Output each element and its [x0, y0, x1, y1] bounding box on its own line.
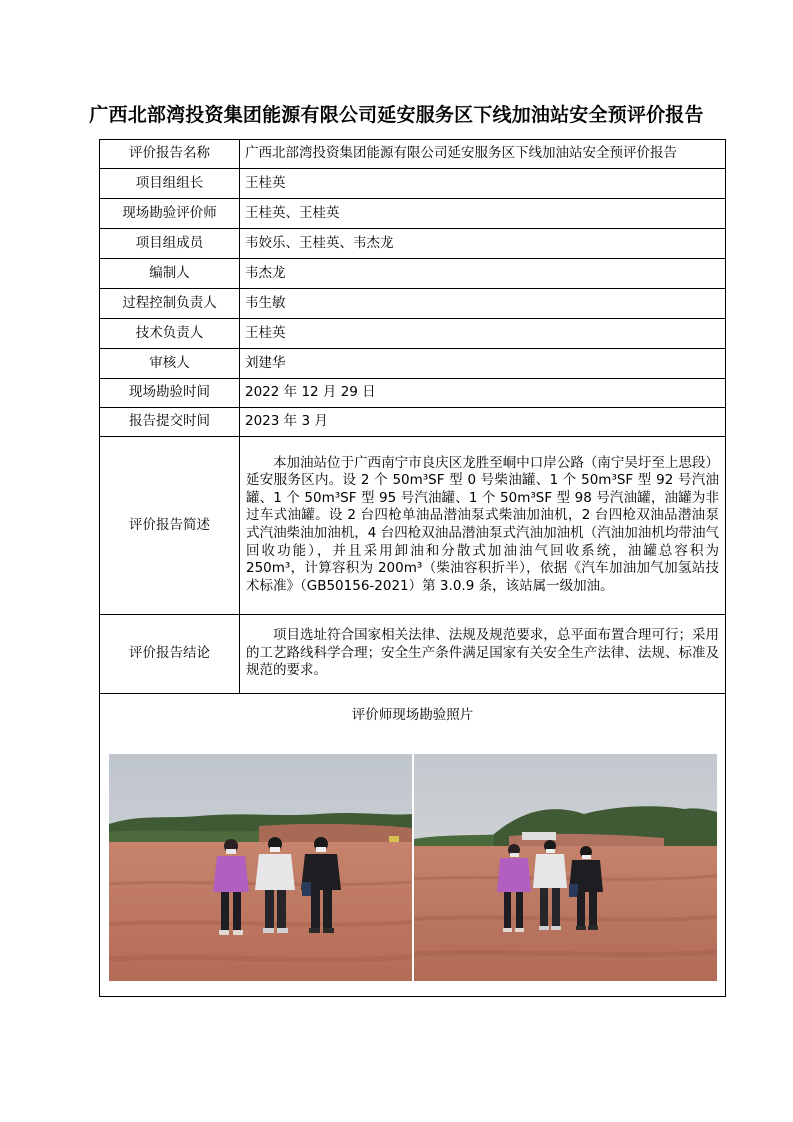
- report-info-table: [99, 139, 726, 997]
- row-value: 2023 年 3 月: [240, 408, 726, 437]
- conclusion-text: 项目选址符合国家相关法律、法规及规范要求，总平面布置合理可行；采用的工艺路线科学合理；安全生产条件满足国家有关安全生产法律、法规、标准及规范的要求。: [240, 615, 726, 694]
- summary-row: [100, 437, 726, 615]
- row-label: 项目组组长: [100, 169, 240, 199]
- row-label: 过程控制负责人: [100, 289, 240, 319]
- conclusion-row: [100, 615, 726, 694]
- row-value: 韦姣乐、王桂英、韦杰龙: [240, 229, 726, 259]
- row-value: 2022 年 12 月 29 日: [240, 379, 726, 408]
- row-label: 审核人: [100, 349, 240, 379]
- table-row: [100, 379, 726, 408]
- photos-container: [100, 754, 725, 981]
- row-value: 王桂英、王桂英: [240, 199, 726, 229]
- table-row: [100, 169, 726, 199]
- row-value: 韦杰龙: [240, 259, 726, 289]
- row-label: 项目组成员: [100, 229, 240, 259]
- photos-caption: 评价师现场勘验照片: [351, 707, 474, 723]
- summary-text: 本加油站位于广西南宁市良庆区龙胜至峒中口岸公路（南宁吴圩至上思段）延安服务区内。设 2 个 50m³SF 型 0 号柴油罐、1 个 50m³SF 型 92 号汽油罐、1 个 50m³SF 型 95 号汽油罐、1 个 50m³SF 型 98 号汽油罐，油罐为非过车式油罐。设 2 台四枪单油品潜油泵式柴油加油机，2 台四枪双油品潜油泵式汽油柴油加油机，4 台四枪双油品潜油泵式汽油加油机（汽油加油机均带油气回收功能），并且采用卸油和分散式加油油气回收系统，油罐总容积为 250m³，计算容积为 200m³（柴油容积折半），依据《汽车加油加气加氢站技术标准》（GB50156-2021）第 3.0.9 条，该站属一级加油。: [240, 437, 726, 615]
- page-title: 广西北部湾投资集团能源有限公司延安服务区下线加油站安全预评价报告: [89, 104, 704, 126]
- table-row: [100, 289, 726, 319]
- photos-row: [100, 694, 726, 997]
- table-row: [100, 140, 726, 169]
- site-photo-1: [109, 754, 412, 981]
- row-value: 韦生敏: [240, 289, 726, 319]
- table-row: [100, 319, 726, 349]
- row-value: 刘建华: [240, 349, 726, 379]
- site-photo-1-image: [109, 754, 412, 981]
- table-row: [100, 408, 726, 437]
- table-row: [100, 199, 726, 229]
- row-label: 现场勘验评价师: [100, 199, 240, 229]
- site-photo-2-image: [414, 754, 717, 981]
- conclusion-label: 评价报告结论: [100, 615, 240, 694]
- photos-cell: [100, 694, 726, 997]
- row-value: 王桂英: [240, 319, 726, 349]
- site-photo-2: [414, 754, 717, 981]
- row-label: 技术负责人: [100, 319, 240, 349]
- table-row: [100, 349, 726, 379]
- row-label: 报告提交时间: [100, 408, 240, 437]
- row-value: 王桂英: [240, 169, 726, 199]
- table-row: [100, 229, 726, 259]
- row-label: 编制人: [100, 259, 240, 289]
- row-label: 现场勘验时间: [100, 379, 240, 408]
- row-value: 广西北部湾投资集团能源有限公司延安服务区下线加油站安全预评价报告: [240, 140, 726, 169]
- table-row: [100, 259, 726, 289]
- summary-label: 评价报告简述: [100, 437, 240, 615]
- row-label: 评价报告名称: [100, 140, 240, 169]
